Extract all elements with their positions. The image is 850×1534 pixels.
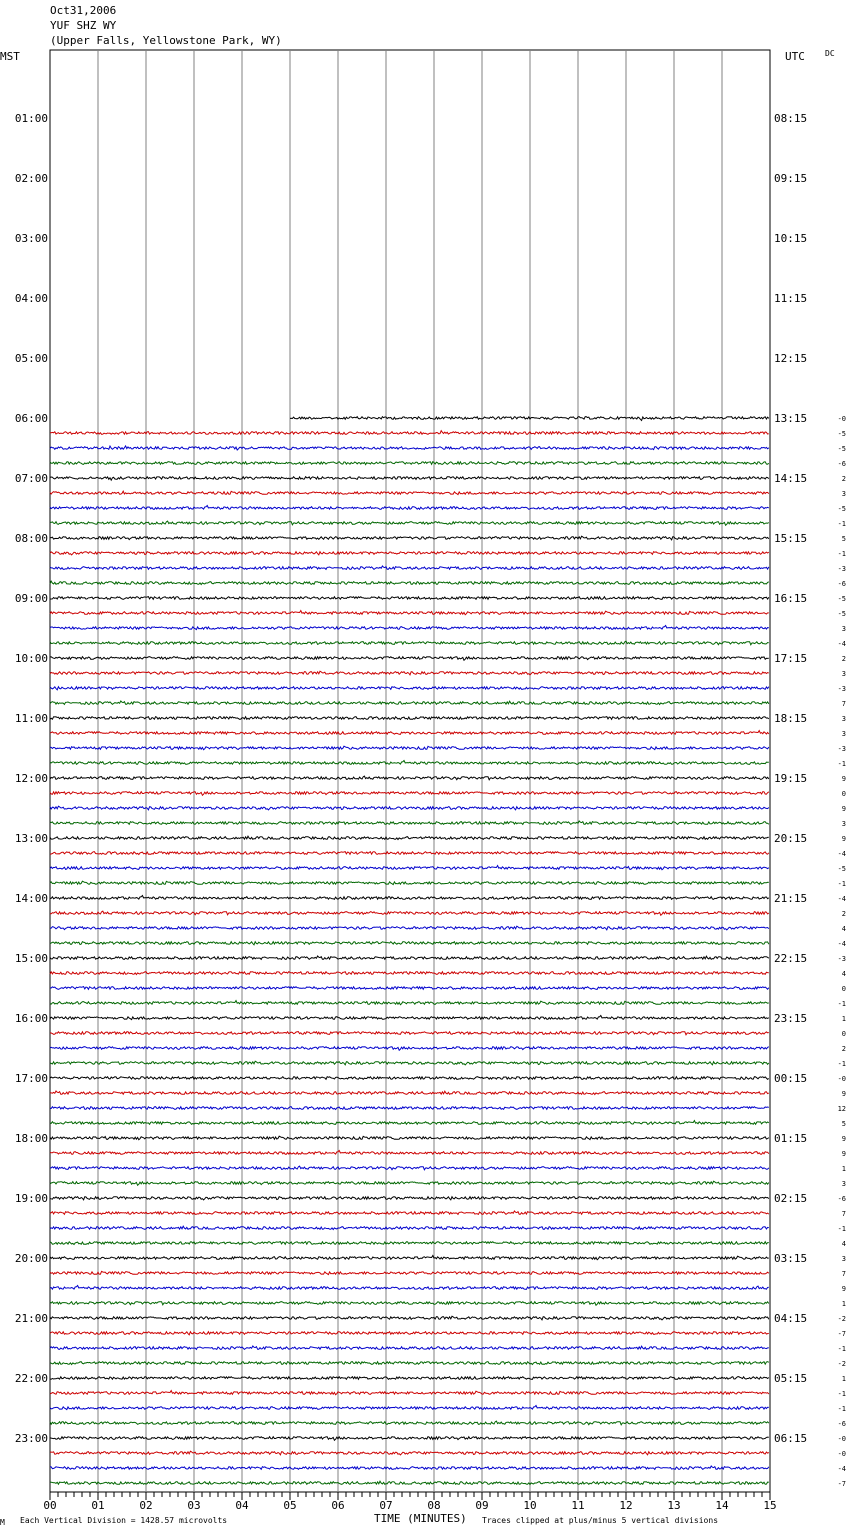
dc-offset-label: -1 bbox=[837, 1345, 846, 1353]
dc-offset-label: -7 bbox=[837, 1480, 846, 1488]
dc-offset-label: -3 bbox=[837, 955, 846, 963]
mst-hour-label: 10:00 bbox=[14, 652, 48, 665]
mst-hour-label: 15:00 bbox=[14, 952, 48, 965]
seismic-trace bbox=[50, 717, 769, 720]
dc-offset-label: -0 bbox=[837, 1435, 846, 1443]
dc-offset-label: 1 bbox=[841, 1015, 846, 1023]
utc-hour-label: 09:15 bbox=[774, 172, 808, 185]
utc-hour-label: 12:15 bbox=[774, 352, 808, 365]
dc-offset-label: -4 bbox=[837, 940, 846, 948]
dc-offset-label: 5 bbox=[841, 1120, 846, 1128]
dc-offset-label: 2 bbox=[841, 1045, 846, 1053]
utc-hour-label: 15:15 bbox=[774, 532, 808, 545]
mst-hour-label: 22:00 bbox=[14, 1372, 48, 1385]
dc-offset-label: -2 bbox=[837, 1360, 846, 1368]
seismic-trace bbox=[50, 792, 769, 796]
dc-offset-label: 4 bbox=[841, 970, 846, 978]
seismic-trace bbox=[50, 896, 769, 900]
dc-offset-label: 0 bbox=[841, 790, 846, 798]
mst-hour-label: 23:00 bbox=[14, 1432, 48, 1445]
seismic-trace bbox=[50, 1346, 769, 1349]
x-tick-label: 01 bbox=[91, 1499, 105, 1512]
mst-hour-label: 20:00 bbox=[14, 1252, 48, 1265]
seismic-trace bbox=[50, 911, 769, 915]
mst-hour-label: 17:00 bbox=[14, 1072, 48, 1085]
utc-hour-label: 18:15 bbox=[774, 712, 808, 725]
dc-offset-label: -4 bbox=[837, 895, 846, 903]
dc-offset-label: 2 bbox=[841, 655, 846, 663]
dc-offset-label: 1 bbox=[841, 1300, 846, 1308]
seismic-trace bbox=[50, 987, 769, 990]
dc-offset-label: -3 bbox=[837, 565, 846, 573]
utc-hour-label: 14:15 bbox=[774, 472, 808, 485]
mst-hour-label: 18:00 bbox=[14, 1132, 48, 1145]
utc-hour-label: 20:15 bbox=[774, 832, 808, 845]
seismic-trace bbox=[50, 1077, 769, 1080]
dc-offset-label: 9 bbox=[841, 1135, 846, 1143]
seismic-trace bbox=[50, 1166, 769, 1170]
x-tick-label: 12 bbox=[619, 1499, 633, 1512]
dc-offset-label: 7 bbox=[841, 700, 846, 708]
station-location: (Upper Falls, Yellowstone Park, WY) bbox=[50, 34, 282, 47]
utc-hour-label: 13:15 bbox=[774, 412, 808, 425]
dc-offset-label: -5 bbox=[837, 595, 846, 603]
seismic-trace bbox=[50, 1016, 769, 1020]
seismic-trace bbox=[50, 521, 769, 525]
utc-hour-label: 04:15 bbox=[774, 1312, 808, 1325]
seismic-trace bbox=[50, 536, 769, 540]
seismic-trace bbox=[50, 1271, 769, 1274]
seismic-trace bbox=[50, 1421, 769, 1425]
mst-hour-label: 16:00 bbox=[14, 1012, 48, 1025]
seismic-trace bbox=[50, 1302, 769, 1306]
seismic-trace bbox=[50, 1437, 769, 1441]
station-code: YUF SHZ WY bbox=[50, 19, 117, 32]
seismic-trace bbox=[50, 1226, 769, 1229]
mst-hour-label: 19:00 bbox=[14, 1192, 48, 1205]
dc-offset-label: -5 bbox=[837, 865, 846, 873]
utc-hour-label: 17:15 bbox=[774, 652, 808, 665]
seismic-trace bbox=[50, 1001, 769, 1005]
dc-offset-label: 3 bbox=[841, 625, 846, 633]
seismic-trace bbox=[50, 1316, 769, 1320]
seismic-trace bbox=[50, 1047, 769, 1051]
dc-offset-label: -2 bbox=[837, 1315, 846, 1323]
seismic-trace bbox=[50, 1286, 769, 1290]
seismic-trace bbox=[50, 1451, 769, 1455]
clipping-note: Traces clipped at plus/minus 5 vertical divisions bbox=[482, 1516, 719, 1525]
seismic-trace bbox=[50, 942, 769, 945]
seismic-trace bbox=[50, 881, 769, 884]
x-tick-label: 11 bbox=[571, 1499, 585, 1512]
mst-hour-label: 04:00 bbox=[14, 292, 48, 305]
mst-hour-label: 03:00 bbox=[14, 232, 48, 245]
dc-offset-label: -1 bbox=[837, 1225, 846, 1233]
utc-hour-label: 00:15 bbox=[774, 1072, 808, 1085]
mst-hour-label: 13:00 bbox=[14, 832, 48, 845]
seismic-trace bbox=[50, 687, 769, 690]
seismic-trace bbox=[50, 956, 769, 959]
seismic-trace bbox=[50, 611, 769, 615]
seismic-trace bbox=[50, 1061, 769, 1065]
seismic-trace bbox=[50, 1377, 769, 1380]
seismic-trace bbox=[50, 1091, 769, 1095]
utc-hour-label: 22:15 bbox=[774, 952, 808, 965]
seismic-trace bbox=[50, 926, 769, 930]
seismic-trace bbox=[50, 1406, 769, 1410]
dc-offset-label: -4 bbox=[837, 850, 846, 858]
footer-mark: M bbox=[0, 1518, 5, 1527]
x-tick-label: 04 bbox=[235, 1499, 249, 1512]
seismic-trace bbox=[50, 1181, 769, 1185]
dc-offset-label: -0 bbox=[837, 1075, 846, 1083]
dc-offset-label: 7 bbox=[841, 1270, 846, 1278]
dc-offset-label: 5 bbox=[841, 535, 846, 543]
dc-offset-label: -5 bbox=[837, 445, 846, 453]
seismic-trace bbox=[50, 1242, 769, 1245]
dc-offset-label: 0 bbox=[841, 1030, 846, 1038]
dc-offset-label: 1 bbox=[841, 1165, 846, 1173]
dc-label: DC bbox=[825, 49, 835, 58]
dc-offset-label: -5 bbox=[837, 430, 846, 438]
seismic-trace bbox=[50, 626, 769, 630]
seismic-trace bbox=[50, 731, 769, 735]
dc-offset-label: -1 bbox=[837, 880, 846, 888]
left-axis-title: MST bbox=[0, 50, 20, 63]
plot-frame bbox=[50, 50, 770, 1492]
seismic-trace bbox=[50, 552, 769, 555]
dc-offset-label: -1 bbox=[837, 1060, 846, 1068]
utc-hour-label: 05:15 bbox=[774, 1372, 808, 1385]
x-tick-label: 05 bbox=[283, 1499, 297, 1512]
vertical-division-note: Each Vertical Division = 1428.57 microvolts bbox=[20, 1516, 228, 1525]
dc-offset-label: -1 bbox=[837, 1000, 846, 1008]
x-tick-label: 13 bbox=[667, 1499, 681, 1512]
utc-hour-label: 21:15 bbox=[774, 892, 808, 905]
seismic-trace bbox=[50, 1391, 769, 1395]
dc-offset-label: 3 bbox=[841, 1255, 846, 1263]
seismic-trace bbox=[50, 836, 769, 839]
mst-hour-label: 11:00 bbox=[14, 712, 48, 725]
utc-hour-label: 08:15 bbox=[774, 112, 808, 125]
dc-offset-label: -6 bbox=[837, 460, 846, 468]
dc-offset-label: 4 bbox=[841, 1240, 846, 1248]
dc-offset-label: 1 bbox=[841, 1375, 846, 1383]
seismic-trace bbox=[50, 701, 769, 705]
seismic-trace bbox=[50, 1362, 769, 1365]
dc-offset-label: 9 bbox=[841, 1090, 846, 1098]
seismic-trace bbox=[50, 581, 769, 584]
dc-offset-label: -3 bbox=[837, 685, 846, 693]
mst-hour-label: 12:00 bbox=[14, 772, 48, 785]
dc-offset-label: -5 bbox=[837, 505, 846, 513]
seismic-trace bbox=[50, 477, 769, 481]
seismic-trace bbox=[50, 806, 769, 810]
dc-offset-label: -4 bbox=[837, 1465, 846, 1473]
seismic-trace bbox=[50, 746, 769, 750]
seismic-trace bbox=[50, 431, 769, 435]
seismic-trace bbox=[50, 657, 769, 661]
dc-offset-label: -1 bbox=[837, 1390, 846, 1398]
x-axis-title: TIME (MINUTES) bbox=[374, 1512, 467, 1525]
x-tick-label: 02 bbox=[139, 1499, 153, 1512]
utc-hour-label: 01:15 bbox=[774, 1132, 808, 1145]
utc-hour-label: 23:15 bbox=[774, 1012, 808, 1025]
dc-offset-label: -1 bbox=[837, 550, 846, 558]
dc-offset-label: -0 bbox=[837, 1450, 846, 1458]
dc-offset-label: -4 bbox=[837, 640, 846, 648]
dc-offset-label: 9 bbox=[841, 775, 846, 783]
mst-hour-label: 14:00 bbox=[14, 892, 48, 905]
dc-offset-label: 3 bbox=[841, 490, 846, 498]
seismic-trace bbox=[50, 597, 769, 600]
x-tick-label: 09 bbox=[475, 1499, 489, 1512]
dc-offset-label: 3 bbox=[841, 670, 846, 678]
x-tick-label: 07 bbox=[379, 1499, 393, 1512]
seismic-trace bbox=[50, 566, 769, 569]
dc-offset-label: 3 bbox=[841, 1180, 846, 1188]
dc-offset-label: 4 bbox=[841, 925, 846, 933]
seismic-trace bbox=[50, 491, 769, 494]
dc-offset-label: 0 bbox=[841, 985, 846, 993]
dc-offset-label: 7 bbox=[841, 1210, 846, 1218]
dc-offset-label: 2 bbox=[841, 475, 846, 483]
x-tick-label: 15 bbox=[763, 1499, 777, 1512]
seismic-trace bbox=[50, 446, 769, 450]
mst-hour-label: 01:00 bbox=[14, 112, 48, 125]
seismic-trace bbox=[50, 1107, 769, 1110]
dc-offset-label: 9 bbox=[841, 1285, 846, 1293]
dc-offset-label: 9 bbox=[841, 805, 846, 813]
dc-offset-label: 3 bbox=[841, 730, 846, 738]
dc-offset-label: 9 bbox=[841, 1150, 846, 1158]
seismic-trace bbox=[50, 776, 769, 780]
plot-date: Oct31,2006 bbox=[50, 4, 117, 17]
seismic-trace bbox=[50, 1466, 769, 1469]
utc-hour-label: 19:15 bbox=[774, 772, 808, 785]
utc-hour-label: 10:15 bbox=[774, 232, 808, 245]
utc-hour-label: 03:15 bbox=[774, 1252, 808, 1265]
seismic-trace bbox=[50, 671, 769, 675]
x-tick-label: 00 bbox=[43, 1499, 57, 1512]
seismic-trace bbox=[50, 1481, 769, 1484]
utc-hour-label: 11:15 bbox=[774, 292, 808, 305]
x-tick-label: 14 bbox=[715, 1499, 729, 1512]
dc-offset-label: -6 bbox=[837, 580, 846, 588]
dc-offset-label: 2 bbox=[841, 910, 846, 918]
dc-offset-label: -7 bbox=[837, 1330, 846, 1338]
dc-offset-label: 3 bbox=[841, 715, 846, 723]
seismic-trace bbox=[50, 1136, 769, 1140]
dc-offset-label: -0 bbox=[837, 415, 846, 423]
dc-offset-label: -6 bbox=[837, 1195, 846, 1203]
seismic-trace bbox=[50, 1211, 769, 1214]
seismic-trace bbox=[290, 417, 769, 421]
mst-hour-label: 02:00 bbox=[14, 172, 48, 185]
dc-offset-label: 9 bbox=[841, 835, 846, 843]
x-tick-label: 10 bbox=[523, 1499, 537, 1512]
x-tick-label: 03 bbox=[187, 1499, 201, 1512]
x-tick-label: 06 bbox=[331, 1499, 345, 1512]
seismic-trace bbox=[50, 1332, 769, 1335]
seismic-trace bbox=[50, 1031, 769, 1035]
seismic-trace bbox=[50, 972, 769, 975]
mst-hour-label: 21:00 bbox=[14, 1312, 48, 1325]
utc-hour-label: 02:15 bbox=[774, 1192, 808, 1205]
dc-offset-label: -1 bbox=[837, 760, 846, 768]
dc-offset-label: -1 bbox=[837, 520, 846, 528]
seismic-trace bbox=[50, 1197, 769, 1200]
seismic-trace bbox=[50, 1151, 769, 1155]
right-axis-title: UTC bbox=[785, 50, 805, 63]
mst-hour-label: 07:00 bbox=[14, 472, 48, 485]
seismic-trace bbox=[50, 761, 769, 765]
seismic-trace bbox=[50, 1121, 769, 1125]
mst-hour-label: 05:00 bbox=[14, 352, 48, 365]
mst-hour-label: 09:00 bbox=[14, 592, 48, 605]
dc-offset-label: 12 bbox=[837, 1105, 846, 1113]
seismic-trace bbox=[50, 821, 769, 824]
dc-offset-label: -6 bbox=[837, 1420, 846, 1428]
dc-offset-label: -5 bbox=[837, 610, 846, 618]
dc-offset-label: 3 bbox=[841, 820, 846, 828]
dc-offset-label: -3 bbox=[837, 745, 846, 753]
dc-offset-label: -1 bbox=[837, 1405, 846, 1413]
seismic-trace bbox=[50, 506, 769, 510]
x-tick-label: 08 bbox=[427, 1499, 441, 1512]
mst-hour-label: 06:00 bbox=[14, 412, 48, 425]
utc-hour-label: 16:15 bbox=[774, 592, 808, 605]
seismic-trace bbox=[50, 641, 769, 645]
mst-hour-label: 08:00 bbox=[14, 532, 48, 545]
seismic-trace bbox=[50, 462, 769, 465]
seismic-trace bbox=[50, 1256, 769, 1260]
utc-hour-label: 06:15 bbox=[774, 1432, 808, 1445]
seismic-trace bbox=[50, 852, 769, 855]
seismic-trace bbox=[50, 866, 769, 870]
